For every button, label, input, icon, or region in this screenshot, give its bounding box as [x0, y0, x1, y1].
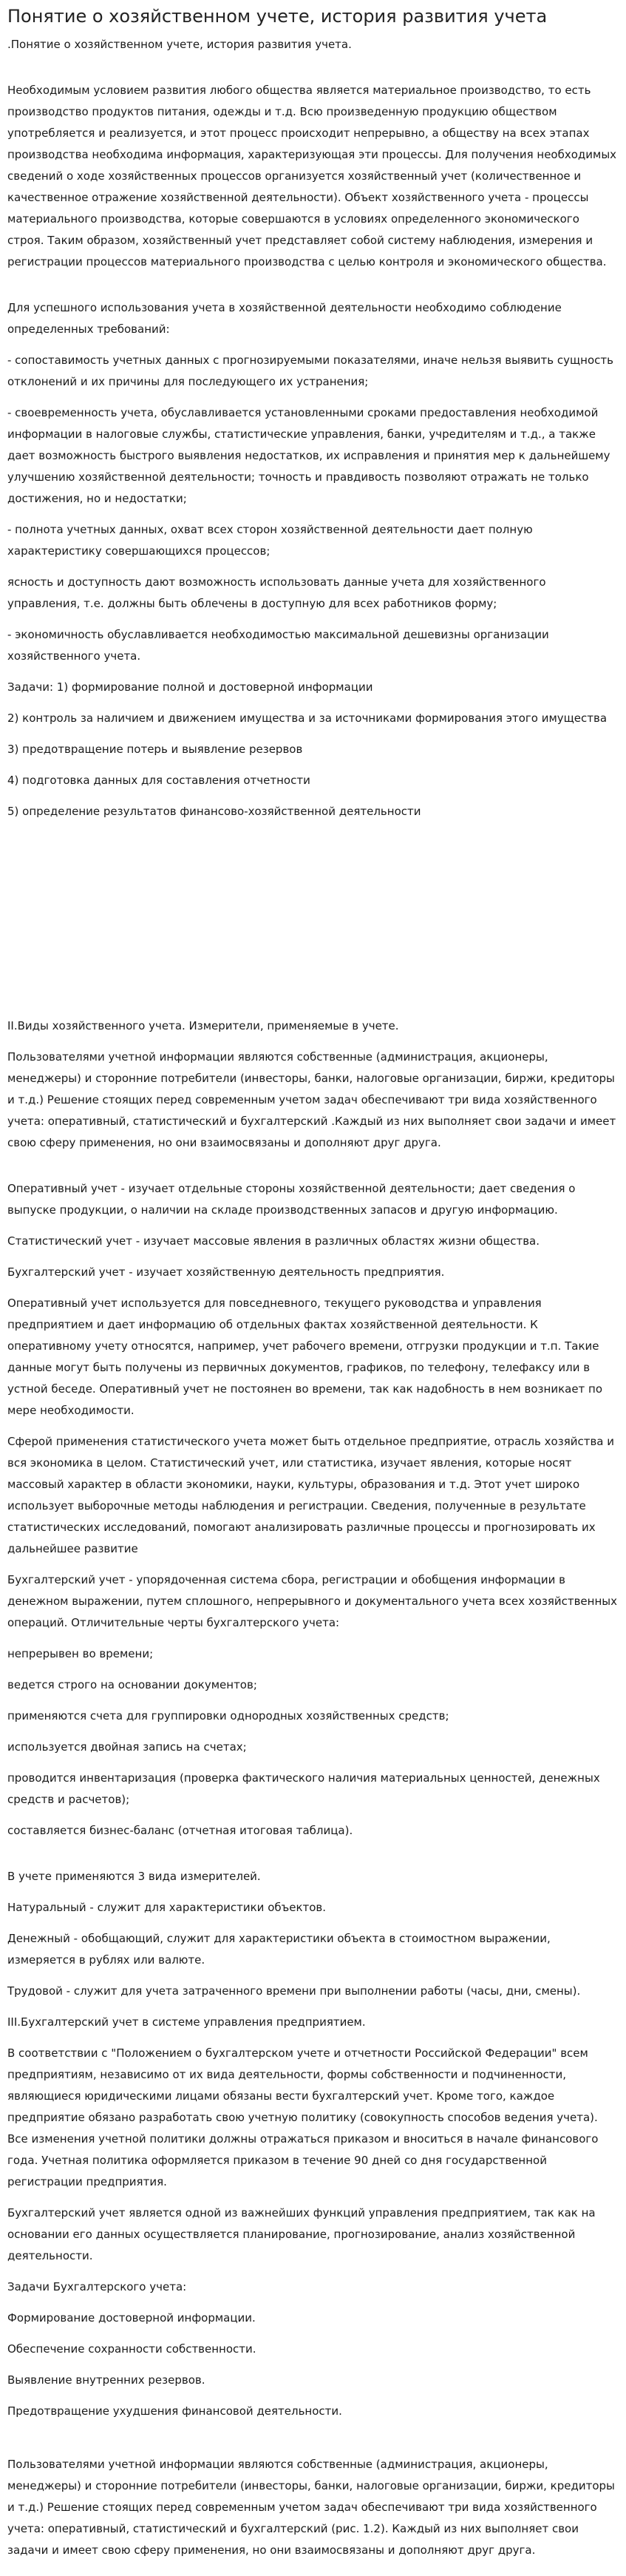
paragraph-requirements: Для успешного использования учета в хозяйственной деятельности необходимо соблюдение определенных требований: — [7, 301, 562, 336]
measure-labor: Трудовой - служит для учета затраченного времени при выполнении работы (часы, дни, смены). — [7, 1984, 581, 1998]
paragraph-production: Необходимым условием развития любого общества является материальное производство, то есть производство продуктов питания, одежды и т.д. Всю произведенную продукцию обществом употребляется и реализуется, и этот процесс происходит непрерывно, а обществу на всех этапах производства необходима информация, характеризующая эти процессы. Для получения необходимых сведений о ходе хозяйственных процессов организуется хозяйственный учет (количественное и качественное отражение хозяйственной деятельности). Объект хозяйственного учета - процессы материального производства, которые совершаются в условиях определенного экономического строя. Таким образом, хозяйственный учет представляет собой систему наблюдения, измерения и регистрации процессов материального производства с целью контроля и экономического общества. — [7, 84, 617, 268]
task-5: 5) определение результатов финансово-хозяйственной деятельности — [7, 805, 421, 818]
requirement-economy: - экономичность обуславливается необходимостью максимальной дешевизны организации хозяйственного учета. — [7, 628, 549, 663]
paragraph-users: Пользователями учетной информации являются собственные (администрация, акционеры, менеджеры) и сторонние потребители (инвесторы, банки, налоговые организации, биржи, кредиторы и т.д.) Решение стоящих перед современным учетом задач обеспечивают три вида хозяйственного учета: оперативный, статистический и бухгалтерский .Каждый из них выполняет свои задачи и имеет свою сферу применения, но они взаимосвязаны и дополняют друг друга. — [7, 1050, 616, 1149]
accounting-task-3: Выявление внутренних резервов. — [7, 2373, 205, 2387]
task-2: 2) контроль за наличием и движением имущества и за источниками формирования этого имущества — [7, 711, 608, 725]
paragraph-users-2: Пользователями учетной информации являются собственные (администрация, акционеры, менеджеры) и сторонние потребители (инвесторы, банки, налоговые организации, биржи, кредиторы и т.д.) Решение стоящих перед современным учетом задач обеспечивают три вида хозяйственного учета: оперативный, статистический и бухгалтерский (рис. 1.2). Каждый из них выполняет свои задачи и имеет свою сферу применения, но они взаимосвязаны и дополняют друг друга. — [7, 2458, 615, 2557]
accounting-task-4: Предотвращение ухудшения финансовой деятельности. — [7, 2404, 342, 2418]
paragraph-measures: В учете применяются 3 вида измерителей. — [7, 1870, 261, 1883]
requirement-timeliness: - своевременность учета, обуславливается установленными сроками предоставления необходимой информации в налоговые службы, статистические управления, банки, учредителям и т.д., а также дает возможность быстрого выявления недостатков, их исправления и принятия мер к дальнейшему улучшению хозяйственной деятельности; точность и правдивость позволяют отражать не только достижения, но и недостатки; — [7, 406, 610, 505]
paragraph-operational: Оперативный учет - изучает отдельные стороны хозяйственной деятельности; дает сведения о выпуске продукции, о наличии на складе производственных запасов и другую информацию. — [7, 1182, 576, 1217]
task-1: Задачи: 1) формирование полной и достоверной информации — [7, 680, 373, 694]
paragraph-accounting: Бухгалтерский учет - изучает хозяйственную деятельность предприятия. — [7, 1265, 445, 1279]
paragraph-operational-detail: Оперативный учет используется для повседневного, текущего руководства и управления предприятием и дает информацию об отдельных фактах хозяйственной деятельности. К оперативному учету относятся, например, учет рабочего времени, отгрузки продукции и т.п. Такие данные могут быть получены из первичных документов, графиков, по телефону, телефаксу или в устной беседе. Оперативный учет не постоянен во времени, так как надобность в нем возникает по мере необходимости. — [7, 1297, 603, 1417]
requirement-completeness: - полнота учетных данных, охват всех сторон хозяйственной деятельности дает полную характеристику совершающихся процессов; — [7, 523, 533, 558]
intro-line: .Понятие о хозяйственном учете, история развития учета. — [7, 38, 352, 51]
feature-double-entry: используется двойная запись на счетах; — [7, 1740, 247, 1754]
accounting-task-1: Формирование достоверной информации. — [7, 2311, 256, 2325]
section-2-heading: II.Виды хозяйственного учета. Измерители, применяемые в учете. — [7, 1019, 399, 1032]
accounting-task-2: Обеспечение сохранности собственности. — [7, 2342, 256, 2356]
paragraph-accounting-detail: Бухгалтерский учет - упорядоченная система сбора, регистрации и обобщения информации в денежном выражении, путем сплошного, непрерывного и документального учета всех хозяйственных операций. Отличительные черты бухгалтерского учета: — [7, 1573, 617, 1629]
section-3-heading: III.Бухгалтерский учет в системе управления предприятием. — [7, 2015, 366, 2029]
feature-accounts: применяются счета для группировки однородных хозяйственных средств; — [7, 1709, 449, 1723]
paragraph-management: Бухгалтерский учет является одной из важнейших функций управления предприятием, так как на основании его данных осуществляется планирование, прогнозирование, анализ хозяйственной деятельности. — [7, 2206, 596, 2262]
feature-continuous: непрерывен во времени; — [7, 1647, 154, 1660]
requirement-comparability: - сопоставимость учетных данных с прогнозируемыми показателями, иначе нельзя выявить сущность отклонений и их причины для последующего их устранения; — [7, 354, 613, 388]
feature-documents: ведется строго на основании документов; — [7, 1678, 257, 1691]
paragraph-regulation: В соответствии с "Положением о бухгалтерском учете и отчетности Российской Федерации" всем предприятиям, независимо от их вида деятельности, формы собственности и подчиненности, являющиеся юридическими лицами обязаны вести бухгалтерский учет. Кроме того, каждое предприятие обязано разработать свою учетную политику (совокупность способов ведения учета). Все изменения учетной политики должны отражаться приказом и вноситься в начале финансового года. Учетная политика оформляется приказом в течение 90 дней со дня государственной регистрации предприятия. — [7, 2046, 599, 2188]
task-4: 4) подготовка данных для составления отчетности — [7, 774, 310, 787]
feature-balance: составляется бизнес-баланс (отчетная итоговая таблица). — [7, 1824, 353, 1837]
task-3: 3) предотвращение потерь и выявление резервов — [7, 743, 303, 756]
measure-monetary: Денежный - обобщающий, служит для характеристики объекта в стоимостном выражении, измеряется в рублях или валюте. — [7, 1932, 551, 1967]
measure-natural: Натуральный - служит для характеристики объектов. — [7, 1901, 327, 1914]
paragraph-statistical-detail: Сферой применения статистического учета может быть отдельное предприятие, отрасль хозяйства и вся экономика в целом. Статистический учет, или статистика, изучает явления, которые носят массовый характер в области экономики, науки, культуры, образования и т.д. Этот учет широко использует выборочные методы наблюдения и регистрации. Сведения, полученные в результате статистических исследований, помогают анализировать различные процессы и прогнозировать их дальнейшее развитие — [7, 1435, 615, 1555]
page-title: Понятие о хозяйственном учете, история развития учета — [7, 6, 548, 27]
paragraph-tasks-heading: Задачи Бухгалтерского учета: — [7, 2280, 187, 2293]
requirement-clarity: ясность и доступность дают возможность использовать данные учета для хозяйственного управления, т.е. должны быть облечены в доступную для всех работников форму; — [7, 575, 546, 610]
feature-inventory: проводится инвентаризация (проверка фактического наличия материальных ценностей, денежных средств и расчетов); — [7, 1771, 600, 1806]
paragraph-statistical: Статистический учет - изучает массовые явления в различных областях жизни общества. — [7, 1234, 540, 1248]
